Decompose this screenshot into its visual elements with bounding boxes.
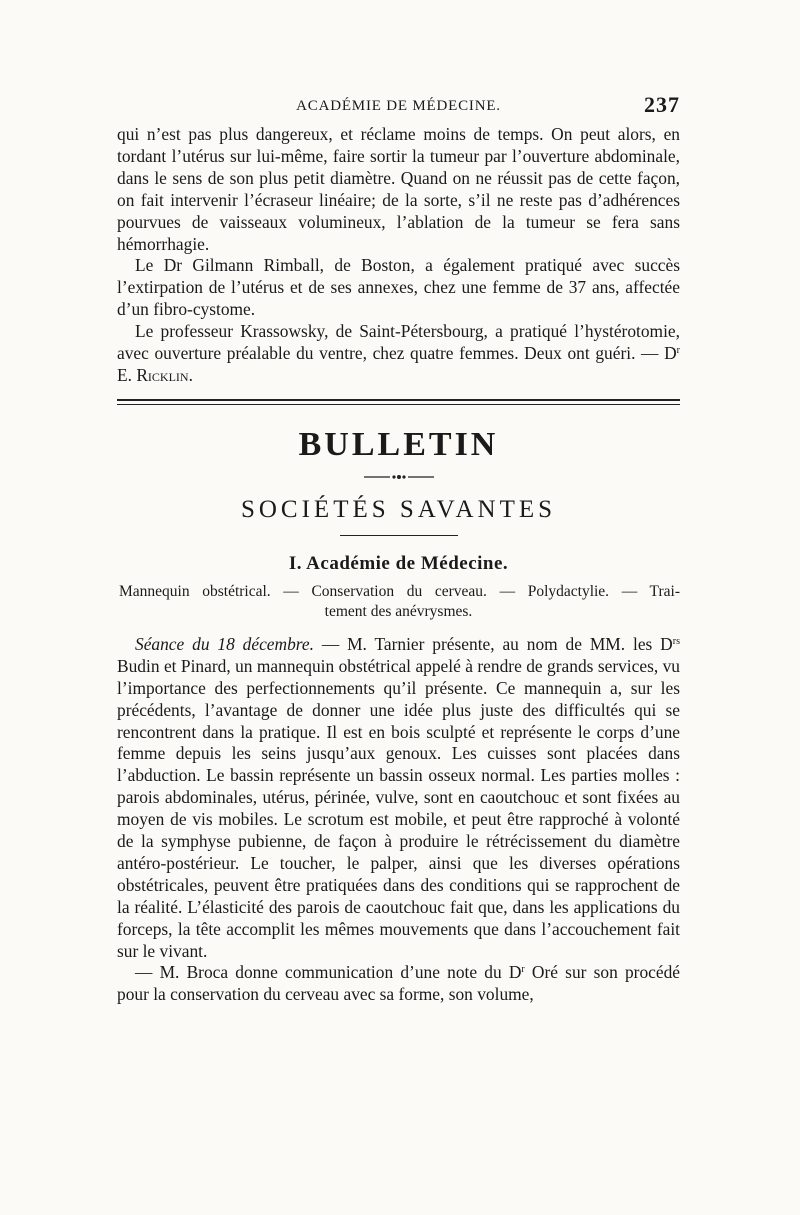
paragraph-broca-text-a: — M. Broca donne communication d’une note du D — [135, 962, 522, 983]
running-head — [117, 92, 680, 124]
paragraph-krassowsky-text: Le professeur Krassowsky, de Saint-Pétersbourg, a pratiqué l’hystérotomie, avec ouverture préalable du ventre, chez quatre femmes. Deux ont guéri. — D — [117, 321, 680, 364]
short-rule-divider — [340, 535, 458, 536]
running-head-title: ACADÉMIE DE MÉDECINE. — [296, 98, 501, 114]
paragraph-tarnier-text-b: Budin et Pinard, un mannequin obstétrical appelé à rendre de grands services, vu l’importance des perfectionnements qu’il présente. Ce mannequin a, sur les précédents, l’avantage de donner une idée plus juste des difficultés qui se rencontrent dans la pratique. Il est en bois sculpté et représente le corps d’une femme depuis les seins jusqu’aux genoux. Les cuisses sont placées dans l’abduction. Le bassin représente un bassin osseux normal. Les parties molles : parois abdominales, utérus, périnée, vulve, sont en caoutchouc et sont fixées au moyen de vis mobiles. Le scrotum est mobile, et peut être rapproché à volonté de la symphyse pubienne, de façon à produire le rétrécissement du diamètre antéro-postérieur. Le toucher, le palper, ainsi que les diverses opérations obstétricales, peuvent être pratiquées dans des conditions qui se rapprochent de la réalité. L’élasticité des parois de caoutchouc fait que, dans les applications du forceps, la tête accomplit les mêmes mouvements que dans l’accouchement fait sur le vivant. — [117, 655, 680, 961]
paragraph-broca-text-b: Oré sur son procédé pour la conservation du cerveau avec sa forme, son volume, — [117, 962, 680, 1005]
bulletin-heading: BULLETIN — [298, 425, 499, 463]
page — [117, 92, 680, 1006]
paragraph-rimball: Le Dr Gilmann Rimball, de Boston, a également pratiqué avec succès l’extirpation de l’utérus et de ses annexes, chez une femme de 37 ans, affectée d’un fibro-cystome. — [117, 255, 680, 320]
paragraph-continued: qui n’est pas plus dangereux, et réclame moins de temps. On peut alors, en tordant l’utérus sur lui-même, faire sortir la tumeur par l’ouverture abdominale, dans le sens de son plus petit diamètre. Quand on ne réussit pas de cette façon, on fait intervenir l’écraseur linéaire; de la sorte, s’il ne reste pas d’adhérences pourvues de vaisseaux volumineux, l’ablation de la tumeur se fera sans hémorrhagie. — [117, 124, 680, 254]
doctors-abbrev-sup: rs — [672, 635, 680, 647]
paragraph-tarnier-text-a: — M. Tarnier présente, au nom de MM. les D — [313, 633, 673, 654]
section-summary-line2: tement des anévrysmes. — [324, 602, 473, 620]
paragraph-tarnier — [117, 634, 680, 963]
doctor-abbrev-sup: r — [676, 345, 680, 357]
author-signature: E. Ricklin. — [117, 364, 193, 385]
page-number: 237 — [644, 92, 680, 117]
paragraph-krassowsky — [117, 321, 680, 387]
double-rule-divider — [117, 399, 680, 405]
paragraph-broca — [117, 962, 680, 1006]
doctor-abbrev-sup-2: r — [521, 964, 525, 976]
seance-date: Séance du 18 décembre. — [135, 633, 314, 654]
societes-savantes-heading: SOCIÉTÉS SAVANTES — [240, 495, 557, 523]
ornament-divider — [364, 473, 434, 481]
section-summary-line1: Mannequin obstétrical. — Conservation du cerveau. — Polydactylie. — Trai- — [119, 582, 680, 600]
academie-section-heading: I. Académie de Médecine. — [288, 552, 509, 574]
